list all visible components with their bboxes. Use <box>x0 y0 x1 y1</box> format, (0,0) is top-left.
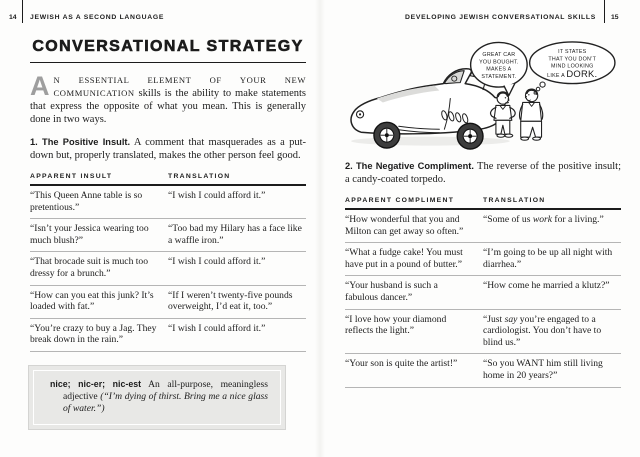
table-header-row <box>345 197 621 209</box>
column-header-apparent-compliment: APPARENT COMPLIMENT <box>345 197 483 209</box>
left-page-column <box>30 36 306 430</box>
table-cell: “Too bad my Hilary has a face like a waffle iron.” <box>168 219 306 252</box>
drop-cap: A <box>30 70 50 101</box>
table-row <box>30 252 306 285</box>
table-cell: “You’re crazy to buy a Jag. They break down in the rain.” <box>30 318 168 351</box>
definition-lead: An all-purpose, meaningless adjective <box>63 378 268 402</box>
table-cell: “If I weren’t twenty-five pounds overweight, I’d eat it, too.” <box>168 285 306 318</box>
table-cell: “I wish I could afford it.” <box>168 252 306 285</box>
table-row <box>345 276 621 309</box>
table-cell: “Just say you’re engaged to a cardiologist. You don’t have to blind us.” <box>483 309 621 354</box>
definition-quote: (“I’m dying of thirst. Bring me a nice glass of water.”) <box>63 390 268 414</box>
table-cell: “So you WANT him still living home in 20 years?” <box>483 354 621 387</box>
page-number-left: 14 <box>9 14 17 21</box>
definition-box <box>28 365 286 430</box>
table-row <box>30 219 306 252</box>
header-rule-left <box>22 0 23 23</box>
column-header-apparent-insult: APPARENT INSULT <box>30 173 168 185</box>
definition-term: nice; nic-er; nic-est <box>50 378 142 389</box>
speech-bubble-text: STATEMENT. <box>481 74 517 81</box>
man-figure-right <box>520 89 543 140</box>
table-row <box>30 185 306 219</box>
table-cell: “Isn’t your Jessica wearing too much blush?” <box>30 219 168 252</box>
table-row <box>345 209 621 243</box>
table-row <box>345 354 621 387</box>
thought-bubble <box>530 42 615 94</box>
section-2-paragraph <box>345 160 621 186</box>
thought-bubble-text: MIND LOOKING <box>551 63 594 70</box>
definition-text <box>50 378 268 415</box>
column-header-translation: TRANSLATION <box>168 173 306 185</box>
column-header-translation: TRANSLATION <box>483 197 621 209</box>
table-cell: “I love how your diamond reflects the light.” <box>345 309 483 354</box>
table-cell: “Your son is quite the artist!” <box>345 354 483 387</box>
thought-bubble-text: IT STATES <box>558 48 587 55</box>
table-row <box>30 285 306 318</box>
cartoon-illustration <box>347 36 625 156</box>
intro-lead-caps: N ESSENTIAL ELEMENT OF YOUR NEW COMMUNICATION <box>53 74 306 98</box>
table-cell: “This Queen Anne table is so pretentious.” <box>30 185 168 219</box>
intro-body: skills is the ability to make statements that express the opposite of what you mean. This is generally done in two ways. <box>30 87 306 125</box>
thought-bubble-text: THAT YOU DON’T <box>548 56 597 63</box>
table-row <box>345 309 621 354</box>
table-row <box>345 243 621 276</box>
section-1-label: 1. The Positive Insult. <box>30 137 131 147</box>
table-row <box>30 318 306 351</box>
negative-compliment-table <box>345 197 621 388</box>
table-cell: “I’m going to be up all night with diarrhea.” <box>483 243 621 276</box>
speech-bubble-text: MAKES A <box>486 66 512 73</box>
right-page-column <box>345 36 621 388</box>
table-cell: “Your husband is such a fabulous dancer.” <box>345 276 483 309</box>
table-header-row <box>30 173 306 185</box>
speech-bubble-text: YOU BOUGHT. <box>479 59 519 66</box>
header-rule-right <box>604 0 605 23</box>
table-cell: “Some of us work for a living.” <box>483 209 621 243</box>
table-cell: “What a fudge cake! You must have put in a pound of butter.” <box>345 243 483 276</box>
speech-bubble-text: GREAT CAR <box>482 51 516 58</box>
running-head-right: DEVELOPING JEWISH CONVERSATIONAL SKILLS <box>405 14 596 21</box>
section-2-text: The reverse of the positive insult; a candy-coated torpedo. <box>345 161 621 185</box>
definition-box-inner <box>33 370 281 425</box>
table-cell: “How come he married a klutz?” <box>483 276 621 309</box>
table-cell: “How wonderful that you and Milton can get away so often.” <box>345 209 483 243</box>
intro-paragraph <box>30 70 306 126</box>
table-cell: “That brocade suit is much too dressy for a brunch.” <box>30 252 168 285</box>
thought-bubble-text: LIKE A DORK. <box>547 68 598 80</box>
page-number-right: 15 <box>611 14 619 21</box>
page-gutter <box>315 0 325 457</box>
chapter-title: CONVERSATIONAL STRATEGY <box>30 38 306 63</box>
positive-insult-table <box>30 173 306 352</box>
section-2-label: 2. The Negative Compliment. <box>345 161 474 171</box>
running-head-left: JEWISH AS A SECOND LANGUAGE <box>30 14 165 21</box>
table-cell: “I wish I could afford it.” <box>168 318 306 351</box>
table-cell: “How can you eat this junk? It’s loaded with fat.” <box>30 285 168 318</box>
table-cell: “I wish I could afford it.” <box>168 185 306 219</box>
section-1-paragraph <box>30 136 306 162</box>
section-1-text: A comment that masquerades as a put-down but, properly translated, makes the other person feel good. <box>30 137 306 161</box>
